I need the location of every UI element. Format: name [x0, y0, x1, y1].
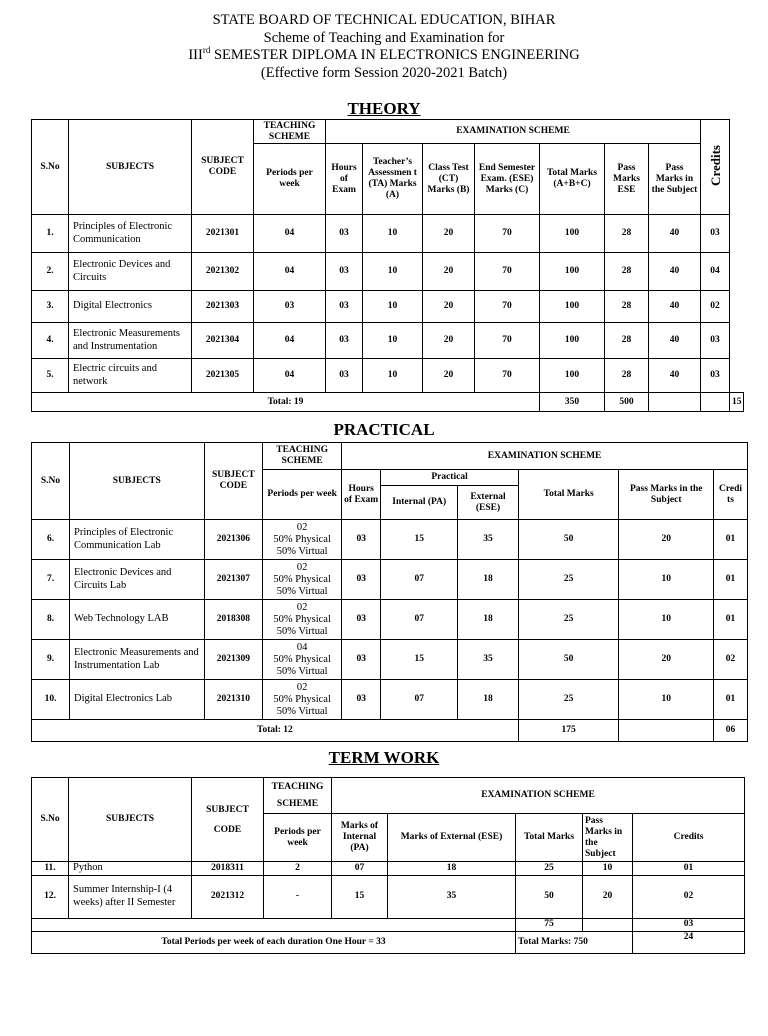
physical-share: 50% Physical [273, 533, 331, 545]
col-total: Total Marks (A+B+C) [540, 144, 605, 215]
total-cell: 100 [540, 253, 605, 291]
col-ta: Teacher’s Assessmen t (TA) Marks (A) [363, 144, 423, 215]
total-cell: 25 [518, 600, 619, 640]
subject-cell: Summer Internship-I (4 weeks) after II Semester [69, 875, 192, 918]
credits-cell: 02 [713, 640, 747, 680]
hours-cell: 03 [326, 359, 363, 393]
ct-cell: 20 [423, 253, 475, 291]
col-hours: Hours of Exam [326, 144, 363, 215]
sno-cell: 10. [32, 680, 70, 720]
code-cell: 2021312 [192, 875, 264, 918]
table-row [32, 862, 745, 876]
ta-cell: 10 [363, 323, 423, 359]
total-marks: Total Marks: 750 [516, 931, 633, 953]
ese-cell: 70 [475, 359, 540, 393]
subject-cell: Electric circuits and network [69, 359, 192, 393]
code-cell: 2021301 [192, 215, 254, 253]
practical-total-label: Total: 12 [32, 720, 519, 742]
col-periods: Periods per week [263, 470, 342, 520]
internal-cell: 15 [381, 520, 458, 560]
external-cell: 18 [458, 560, 519, 600]
subject-cell: Electronic Devices and Circuits Lab [70, 560, 205, 600]
periods-cell: 2 [264, 862, 332, 876]
virtual-share: 50% Virtual [276, 665, 328, 677]
empty-cell [701, 393, 730, 412]
sno-cell: 11. [32, 862, 69, 876]
periods-cell [263, 560, 342, 600]
credits-cell: 01 [713, 560, 747, 600]
practical-total-credits: 06 [713, 720, 747, 742]
external-cell: 35 [388, 875, 516, 918]
pass-cell: 10 [583, 862, 633, 876]
internal-cell: 07 [381, 600, 458, 640]
code-cell: 2021309 [204, 640, 263, 680]
theory-total-row [32, 393, 744, 412]
pass-cell: 10 [619, 560, 713, 600]
external-cell: 35 [458, 520, 519, 560]
termwork-title: TERM WORK [328, 748, 440, 767]
physical-share: 50% Physical [273, 693, 331, 705]
pass-subject-cell: 40 [649, 253, 701, 291]
termwork-subtotal-row [32, 918, 745, 931]
sno-cell: 3. [32, 291, 69, 323]
document-header [0, 12, 768, 82]
subject-cell: Electronic Measurements and Instrumentation Lab [70, 640, 205, 680]
sno-cell: 1. [32, 215, 69, 253]
theory-total-credits: 15 [730, 393, 744, 412]
col-ct: Class Test (CT) Marks (B) [423, 144, 475, 215]
table-row [32, 520, 748, 560]
subject-cell: Digital Electronics Lab [70, 680, 205, 720]
credits-cell: 03 [701, 215, 730, 253]
col-hours: Hours of Exam [342, 470, 381, 520]
empty-cell [619, 720, 713, 742]
periods-cell [263, 520, 342, 560]
sno-cell: 5. [32, 359, 69, 393]
pass-ese-cell: 28 [605, 291, 649, 323]
external-cell: 18 [458, 600, 519, 640]
ta-cell: 10 [363, 359, 423, 393]
periods-count: 02 [296, 521, 308, 533]
total-cell: 50 [518, 520, 619, 560]
total-cell: 25 [518, 560, 619, 600]
code-cell: 2018308 [204, 600, 263, 640]
table-row [32, 359, 744, 393]
total-cell: 50 [516, 875, 583, 918]
total-credits: 24 [633, 931, 745, 953]
col-practical: Practical [381, 470, 519, 486]
periods-cell: 04 [254, 323, 326, 359]
col-internal: Marks of Internal (PA) [332, 814, 388, 862]
hours-cell: 03 [326, 215, 363, 253]
practical-total-marks: 175 [518, 720, 619, 742]
credits-cell: 01 [713, 520, 747, 560]
col-teaching: TEACHING SCHEME [264, 778, 332, 814]
virtual-share: 50% Virtual [276, 585, 328, 597]
hours-cell: 03 [342, 560, 381, 600]
pass-ese-cell: 28 [605, 215, 649, 253]
subject-cell: Principles of Electronic Communication [69, 215, 192, 253]
periods-count: 04 [296, 641, 308, 653]
scheme-line: Scheme of Teaching and Examination for [263, 29, 505, 46]
ese-cell: 70 [475, 253, 540, 291]
practical-title: PRACTICAL [333, 420, 435, 439]
hours-cell: 03 [342, 600, 381, 640]
physical-share: 50% Physical [273, 573, 331, 585]
subject-cell: Web Technology LAB [70, 600, 205, 640]
credits-cell: 04 [701, 253, 730, 291]
periods-count: 02 [296, 601, 308, 613]
internal-cell: 15 [332, 875, 388, 918]
col-sno: S.No [32, 120, 69, 215]
total-cell: 25 [516, 862, 583, 876]
empty-cell [583, 918, 633, 931]
code-cell: 2021304 [192, 323, 254, 359]
pass-subject-cell: 40 [649, 291, 701, 323]
ta-cell: 10 [363, 253, 423, 291]
table-row [32, 680, 748, 720]
col-exam: EXAMINATION SCHEME [326, 120, 701, 144]
col-internal: Internal (PA) [381, 486, 458, 520]
table-row [32, 560, 748, 600]
col-exam: EXAMINATION SCHEME [332, 778, 745, 814]
board-name: STATE BOARD OF TECHNICAL EDUCATION, BIHAR [212, 12, 556, 28]
sno-cell: 4. [32, 323, 69, 359]
termwork-table [31, 777, 745, 954]
col-subjects: SUBJECTS [69, 120, 192, 215]
sno-cell: 8. [32, 600, 70, 640]
subject-cell: Python [69, 862, 192, 876]
col-code: SUBJECT CODE [204, 443, 263, 520]
virtual-share: 50% Virtual [276, 625, 328, 637]
col-credits: Credits [701, 120, 730, 215]
ct-cell: 20 [423, 291, 475, 323]
ct-cell: 20 [423, 359, 475, 393]
internal-cell: 15 [381, 640, 458, 680]
col-total: Total Marks [518, 470, 619, 520]
practical-total-row [32, 720, 748, 742]
subject-cell: Electronic Devices and Circuits [69, 253, 192, 291]
ese-cell: 70 [475, 215, 540, 253]
col-pass: Pass Marks in the Subject [583, 814, 633, 862]
sno-cell: 2. [32, 253, 69, 291]
table-row [32, 875, 745, 918]
theory-title: THEORY [347, 99, 421, 118]
hours-cell: 03 [342, 640, 381, 680]
termwork-subtotal-credits: 03 [633, 918, 745, 931]
total-cell: 100 [540, 359, 605, 393]
table-row [32, 291, 744, 323]
external-cell: 18 [388, 862, 516, 876]
termwork-subtotal-marks: 75 [516, 918, 583, 931]
ct-cell: 20 [423, 215, 475, 253]
ese-cell: 70 [475, 291, 540, 323]
total-periods-note: Total Periods per week of each duration One Hour = 33 [32, 931, 516, 953]
credits-cell: 03 [701, 323, 730, 359]
theory-table [31, 119, 744, 412]
periods-count: 02 [296, 561, 308, 573]
credits-cell: 02 [633, 875, 745, 918]
pass-cell: 20 [619, 520, 713, 560]
col-code: SUBJECT CODE [192, 120, 254, 215]
col-periods: Periods per week [264, 814, 332, 862]
subject-cell: Principles of Electronic Communication Lab [70, 520, 205, 560]
col-credits: Credits [633, 814, 745, 862]
pass-ese-cell: 28 [605, 359, 649, 393]
ta-cell: 10 [363, 215, 423, 253]
theory-total-ese: 350 [540, 393, 605, 412]
code-cell: 2018311 [192, 862, 264, 876]
virtual-share: 50% Virtual [276, 545, 328, 557]
periods-cell [263, 680, 342, 720]
pass-ese-cell: 28 [605, 253, 649, 291]
sno-cell: 9. [32, 640, 70, 680]
code-cell: 2021305 [192, 359, 254, 393]
code-cell: 2021302 [192, 253, 254, 291]
pass-cell: 10 [619, 600, 713, 640]
internal-cell: 07 [332, 862, 388, 876]
pass-ese-cell: 28 [605, 323, 649, 359]
physical-share: 50% Physical [273, 653, 331, 665]
total-cell: 50 [518, 640, 619, 680]
periods-count: 02 [296, 681, 308, 693]
col-exam: EXAMINATION SCHEME [342, 443, 748, 470]
hours-cell: 03 [326, 323, 363, 359]
periods-cell [263, 640, 342, 680]
theory-total-marks: 500 [605, 393, 649, 412]
sno-cell: 12. [32, 875, 69, 918]
code-cell: 2021303 [192, 291, 254, 323]
periods-cell: 04 [254, 359, 326, 393]
sno-cell: 7. [32, 560, 70, 600]
credits-cell: 01 [713, 600, 747, 640]
col-total: Total Marks [516, 814, 583, 862]
credits-cell: 01 [713, 680, 747, 720]
physical-share: 50% Physical [273, 613, 331, 625]
periods-cell: - [264, 875, 332, 918]
external-cell: 18 [458, 680, 519, 720]
session-line: (Effective form Session 2020-2021 Batch) [260, 64, 508, 81]
internal-cell: 07 [381, 560, 458, 600]
col-external: Marks of External (ESE) [388, 814, 516, 862]
total-cell: 100 [540, 291, 605, 323]
pass-subject-cell: 40 [649, 323, 701, 359]
pass-subject-cell: 40 [649, 215, 701, 253]
grand-total-row [32, 931, 745, 953]
semester-line: IIIrd SEMESTER DIPLOMA IN ELECTRONICS ENGINEERING [188, 45, 580, 63]
table-row [32, 253, 744, 291]
col-code: SUBJECT CODE [192, 778, 264, 862]
ese-cell: 70 [475, 323, 540, 359]
pass-cell: 10 [619, 680, 713, 720]
hours-cell: 03 [326, 253, 363, 291]
col-sno: S.No [32, 443, 70, 520]
col-pass: Pass Marks in the Subject [619, 470, 713, 520]
col-sno: S.No [32, 778, 69, 862]
table-row [32, 640, 748, 680]
external-cell: 35 [458, 640, 519, 680]
col-periods: Periods per week [254, 144, 326, 215]
credits-cell: 03 [701, 359, 730, 393]
internal-cell: 07 [381, 680, 458, 720]
col-teaching: TEACHING SCHEME [263, 443, 342, 470]
empty-cell [32, 918, 516, 931]
table-row [32, 600, 748, 640]
empty-cell [649, 393, 701, 412]
practical-table [31, 442, 748, 742]
col-credits: Credi ts [713, 470, 747, 520]
col-subjects: SUBJECTS [69, 778, 192, 862]
total-cell: 25 [518, 680, 619, 720]
hours-cell: 03 [342, 680, 381, 720]
hours-cell: 03 [326, 291, 363, 323]
pass-cell: 20 [619, 640, 713, 680]
periods-cell: 04 [254, 253, 326, 291]
col-pass-ese: Pass Marks ESE [605, 144, 649, 215]
credits-cell: 01 [633, 862, 745, 876]
code-cell: 2021310 [204, 680, 263, 720]
pass-cell: 20 [583, 875, 633, 918]
total-cell: 100 [540, 323, 605, 359]
total-cell: 100 [540, 215, 605, 253]
col-ese: End Semester Exam. (ESE) Marks (C) [475, 144, 540, 215]
subject-cell: Electronic Measurements and Instrumentation [69, 323, 192, 359]
periods-cell: 04 [254, 215, 326, 253]
table-row [32, 323, 744, 359]
hours-cell: 03 [342, 520, 381, 560]
code-cell: 2021307 [204, 560, 263, 600]
col-subjects: SUBJECTS [70, 443, 205, 520]
ct-cell: 20 [423, 323, 475, 359]
table-row [32, 215, 744, 253]
ta-cell: 10 [363, 291, 423, 323]
pass-subject-cell: 40 [649, 359, 701, 393]
col-pass-subject: Pass Marks in the Subject [649, 144, 701, 215]
theory-total-label: Total: 19 [32, 393, 540, 412]
credits-cell: 02 [701, 291, 730, 323]
subject-cell: Digital Electronics [69, 291, 192, 323]
col-teaching: TEACHING SCHEME [254, 120, 326, 144]
code-cell: 2021306 [204, 520, 263, 560]
periods-cell [263, 600, 342, 640]
sno-cell: 6. [32, 520, 70, 560]
periods-cell: 03 [254, 291, 326, 323]
col-external: External (ESE) [458, 486, 519, 520]
virtual-share: 50% Virtual [276, 705, 328, 717]
